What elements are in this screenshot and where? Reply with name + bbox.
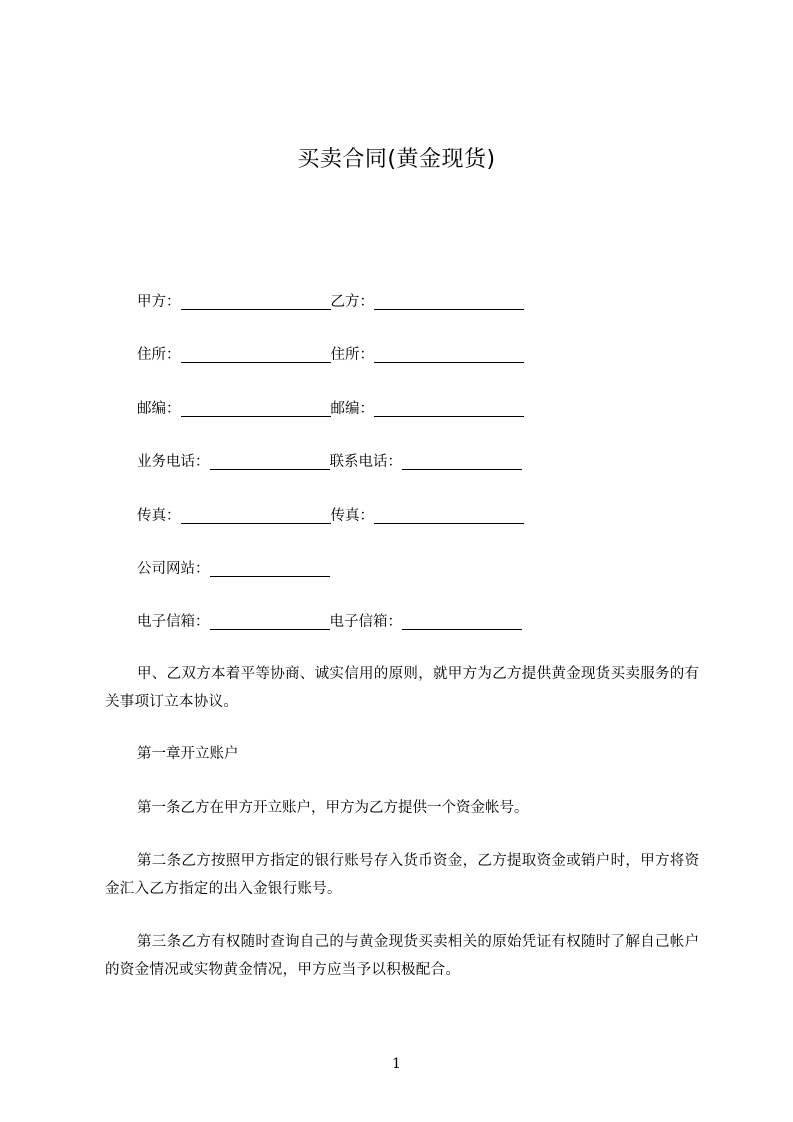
party-a-label: 甲方： [137, 294, 181, 310]
address-b-blank[interactable] [374, 345, 524, 363]
chapter-1-heading: 第一章开立账户 [137, 746, 239, 762]
party-row [137, 290, 697, 314]
fax-row [137, 504, 697, 528]
business-phone-label: 业务电话： [137, 454, 210, 470]
contact-phone-blank[interactable] [402, 452, 522, 470]
postcode-row [137, 397, 697, 421]
website-blank[interactable] [210, 559, 330, 577]
phone-row [137, 450, 697, 474]
website-label: 公司网站： [137, 561, 210, 577]
postcode-b-blank[interactable] [374, 399, 524, 417]
address-b-label: 住所： [330, 347, 374, 363]
email-a-label: 电子信箱： [137, 614, 210, 630]
email-b-blank[interactable] [402, 612, 522, 630]
address-a-blank[interactable] [181, 345, 331, 363]
fax-b-blank[interactable] [374, 506, 524, 524]
article-3: 第三条乙方有权随时查询自己的与黄金现货买卖相关的原始凭证有权随时了解自己帐户的资金情况或实物黄金情况，甲方应当予以积极配合。 [105, 934, 700, 978]
website-row [137, 557, 697, 581]
fax-b-label: 传真： [330, 508, 374, 524]
document-title: 买卖合同(黄金现货) [297, 147, 496, 172]
email-a-blank[interactable] [210, 612, 330, 630]
party-b-blank[interactable] [374, 292, 524, 310]
postcode-a-blank[interactable] [181, 399, 331, 417]
address-row [137, 343, 697, 367]
contact-phone-label: 联系电话： [329, 454, 402, 470]
party-a-blank[interactable] [181, 292, 331, 310]
postcode-b-label: 邮编： [330, 401, 374, 417]
page-number: 1 [392, 1056, 401, 1072]
business-phone-blank[interactable] [210, 452, 330, 470]
intro-paragraph: 甲、乙双方本着平等协商、诚实信用的原则，就甲方为乙方提供黄金现货买卖服务的有关事项订立本协议。 [105, 666, 700, 710]
address-a-label: 住所： [137, 347, 181, 363]
postcode-a-label: 邮编： [137, 401, 181, 417]
party-b-label: 乙方： [330, 294, 374, 310]
email-b-label: 电子信箱： [329, 614, 402, 630]
article-2: 第二条乙方按照甲方指定的银行账号存入货币资金，乙方提取资金或销户时，甲方将资金汇入乙方指定的出入金银行账号。 [105, 853, 700, 897]
email-row [137, 610, 697, 634]
fax-a-label: 传真： [137, 508, 181, 524]
fax-a-blank[interactable] [181, 506, 331, 524]
article-1: 第一条乙方在甲方开立账户，甲方为乙方提供一个资金帐号。 [137, 800, 529, 816]
